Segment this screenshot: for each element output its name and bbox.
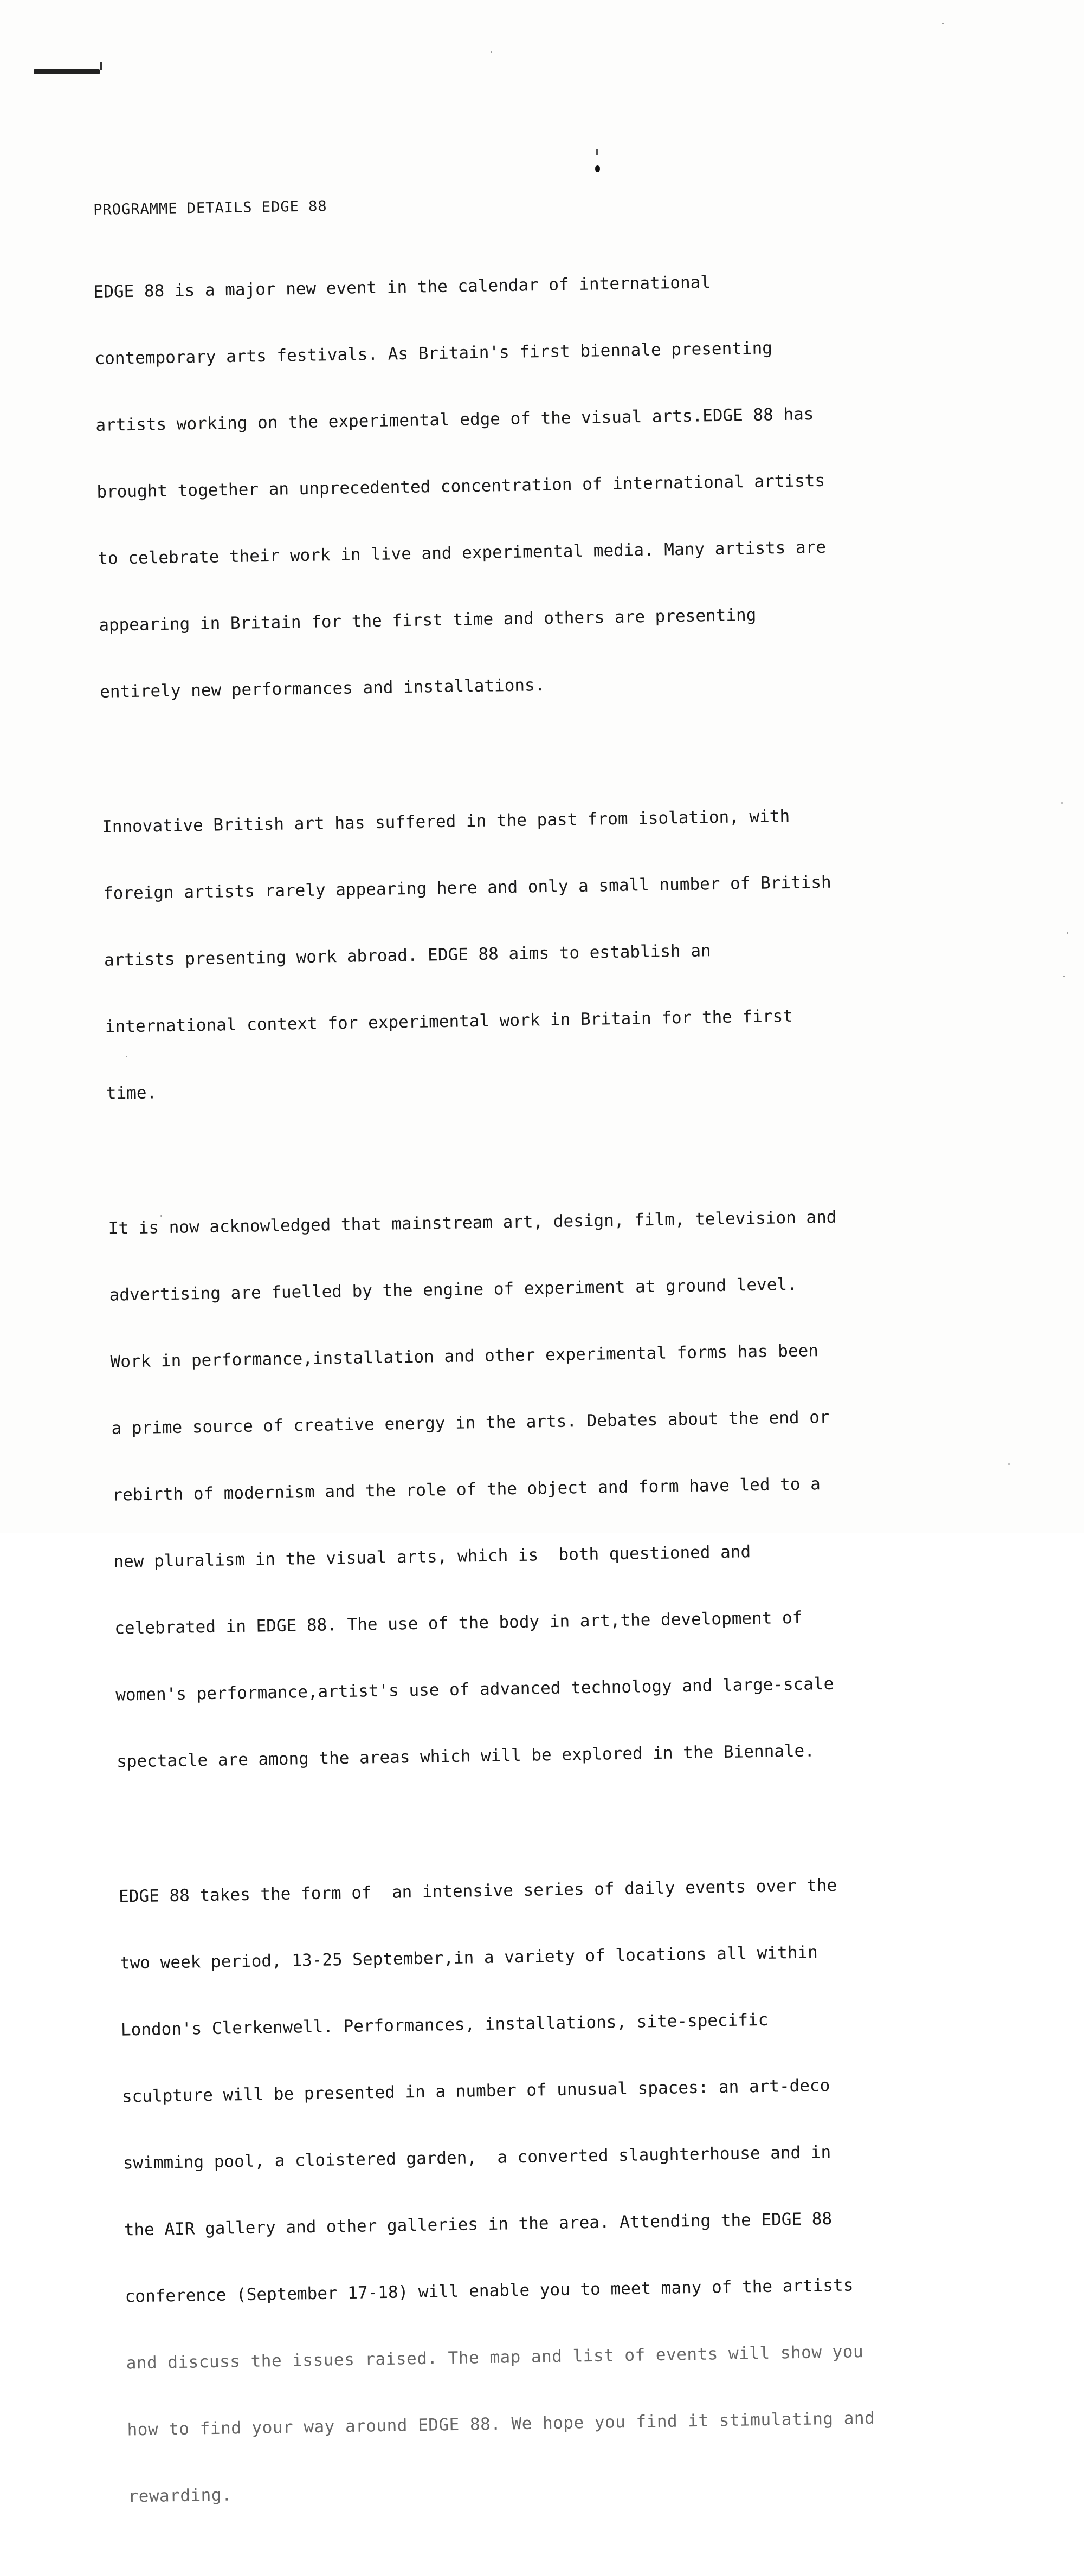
text-line: EDGE 88 takes the form of an intensive series of daily events over the — [118, 1875, 837, 1907]
paragraph-programme — [118, 1828, 975, 2552]
paragraph-mainstream — [107, 1160, 963, 1817]
paragraph-intro — [93, 223, 946, 747]
text-line: spectacle are among the areas which will be explored in the Biennale. — [116, 1741, 815, 1772]
text-line: Innovative British art has suffered in the past from isolation, with — [101, 806, 790, 837]
speck — [1008, 1463, 1010, 1465]
text-line: sculpture will be presented in a number of unusual spaces: an art-deco — [121, 2076, 830, 2107]
text-line: time. — [106, 1083, 157, 1103]
text-line: and discuss the issues raised. The map and list of events will show you — [126, 2342, 864, 2373]
text-line: artists presenting work abroad. EDGE 88 aims to establish an — [104, 941, 711, 970]
punch-tick-mark — [596, 149, 598, 155]
text-line: two week period, 13-25 September,in a variety of locations all within — [119, 1942, 818, 1973]
paragraph-isolation — [101, 758, 953, 1149]
punch-hole-dot — [595, 165, 600, 172]
text-line: women's performance,artist's use of advanced technology and large-scale — [115, 1674, 834, 1705]
text-line: swimming pool, a cloistered garden, a converted slaughterhouse and in — [122, 2142, 831, 2173]
speck — [491, 51, 492, 53]
text-line: how to find your way around EDGE 88. We hope you find it stimulating and — [127, 2408, 875, 2440]
text-line: EDGE 88 is a major new event in the calendar of international — [93, 273, 711, 302]
document-body — [92, 188, 975, 2576]
document-title: PROGRAMME DETAILS EDGE 88 — [93, 198, 327, 218]
text-line: to celebrate their work in live and experimental media. Many artists are — [98, 537, 827, 569]
speck — [1061, 802, 1063, 804]
text-line: conference (September 17-18) will enable you to meet many of the artists — [125, 2275, 854, 2307]
corner-mark — [34, 69, 100, 74]
speck — [1067, 932, 1068, 934]
text-line: brought together an unprecedented concentration of international artists — [96, 470, 825, 502]
text-line: entirely new performances and installations. — [99, 675, 545, 702]
text-line: rebirth of modernism and the role of the object and form have led to a — [112, 1474, 821, 1505]
text-line: new pluralism in the visual arts, which is both questioned and — [113, 1542, 751, 1572]
speck — [1063, 976, 1065, 977]
text-line: celebrated in EDGE 88. The use of the body in art,the development of — [114, 1607, 803, 1638]
text-line: foreign artists rarely appearing here and only a small number of British — [102, 872, 831, 903]
text-line: Work in performance,installation and other experimental forms has been — [110, 1341, 819, 1372]
text-line: artists working on the experimental edge of the visual arts.EDGE 88 has — [95, 404, 814, 435]
text-line: contemporary arts festivals. As Britain's first biennale presenting — [94, 338, 773, 369]
text-line: It is now acknowledged that mainstream art, design, film, television and — [108, 1207, 837, 1238]
text-line: the AIR gallery and other galleries in the area. Attending the EDGE 88 — [124, 2209, 833, 2240]
speck — [942, 23, 944, 24]
text-line: appearing in Britain for the first time and others are presenting — [99, 605, 757, 635]
text-line: rewarding. — [128, 2485, 233, 2507]
text-line: advertising are fuelled by the engine of experiment at ground level. — [109, 1274, 797, 1305]
text-line: international context for experimental work in Britain for the first — [105, 1006, 793, 1037]
text-line: London's Clerkenwell. Performances, installations, site-specific — [120, 2010, 769, 2040]
text-line: a prime source of creative energy in the arts. Debates about the end or — [111, 1407, 830, 1438]
